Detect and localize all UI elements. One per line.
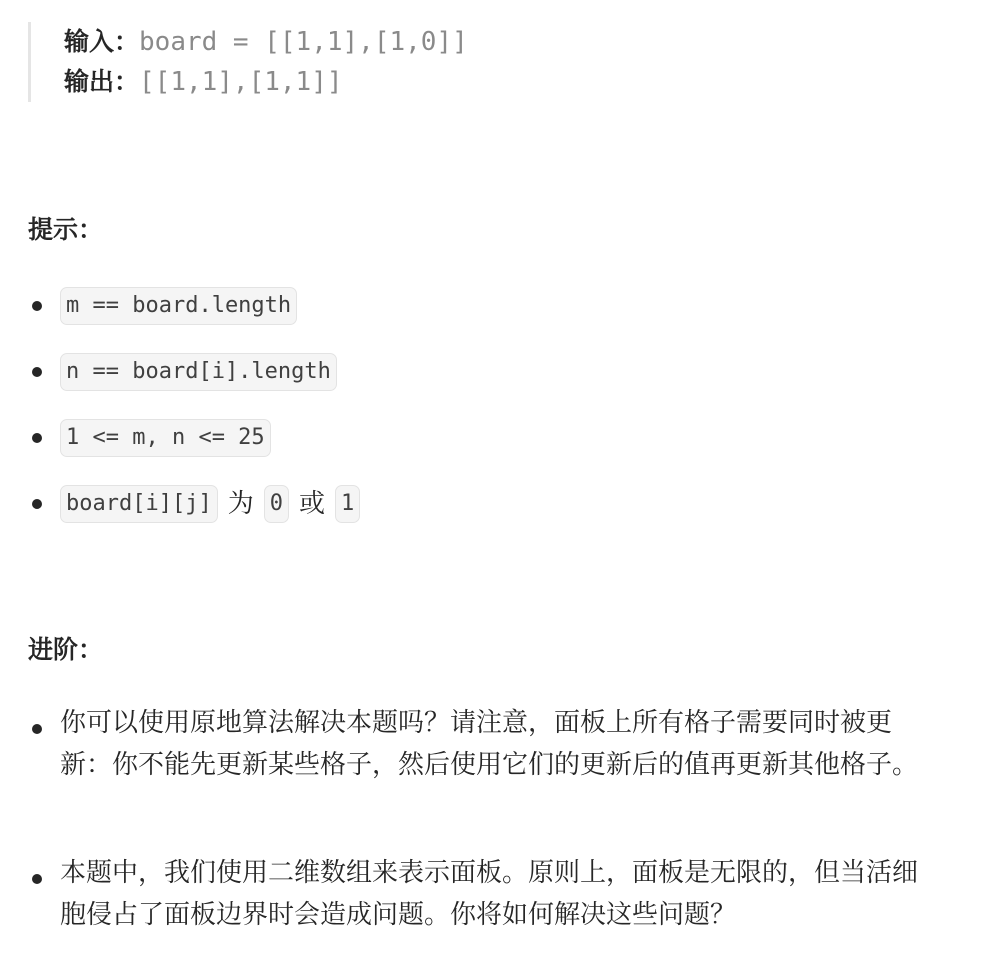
- advanced-text: 本题中，我们使用二维数组来表示面板。原则上，面板是无限的，但当活细胞侵占了面板边界时会造成问题。你将如何解决这些问题？: [60, 858, 919, 930]
- advanced-item: [28, 702, 968, 828]
- hint-code: board[i][j]: [60, 485, 218, 523]
- hint-code: 1 <= m, n <= 25: [60, 419, 271, 457]
- hint-code: 0: [264, 485, 289, 523]
- bullet-icon: [32, 301, 42, 311]
- advanced-heading: 进阶：: [28, 635, 104, 664]
- output-value: [[1,1],[1,1]]: [139, 67, 343, 97]
- bullet-icon: [32, 367, 42, 377]
- bullet-icon: [32, 724, 42, 734]
- input-label: 输入：: [64, 27, 140, 56]
- hint-code: n == board[i].length: [60, 353, 337, 391]
- hint-code: 1: [335, 485, 360, 523]
- advanced-text: 你可以使用原地算法解决本题吗？请注意，面板上所有格子需要同时被更新：你不能先更新某些格子，然后使用它们的更新后的值再更新其他格子。: [60, 708, 919, 780]
- bullet-icon: [32, 499, 42, 509]
- example-output-line: [64, 62, 343, 102]
- hint-code: m == board.length: [60, 287, 297, 325]
- hint-text: 为: [227, 489, 254, 519]
- bullet-icon: [32, 874, 42, 884]
- advanced-item: [28, 852, 968, 936]
- input-value: board = [[1,1],[1,0]]: [139, 27, 468, 57]
- example-blockquote: [28, 22, 631, 102]
- example-input-line: [64, 22, 468, 62]
- hint-text: 或: [298, 489, 325, 519]
- output-label: 输出：: [64, 67, 140, 96]
- hints-heading: 提示：: [28, 215, 104, 244]
- bullet-icon: [32, 433, 42, 443]
